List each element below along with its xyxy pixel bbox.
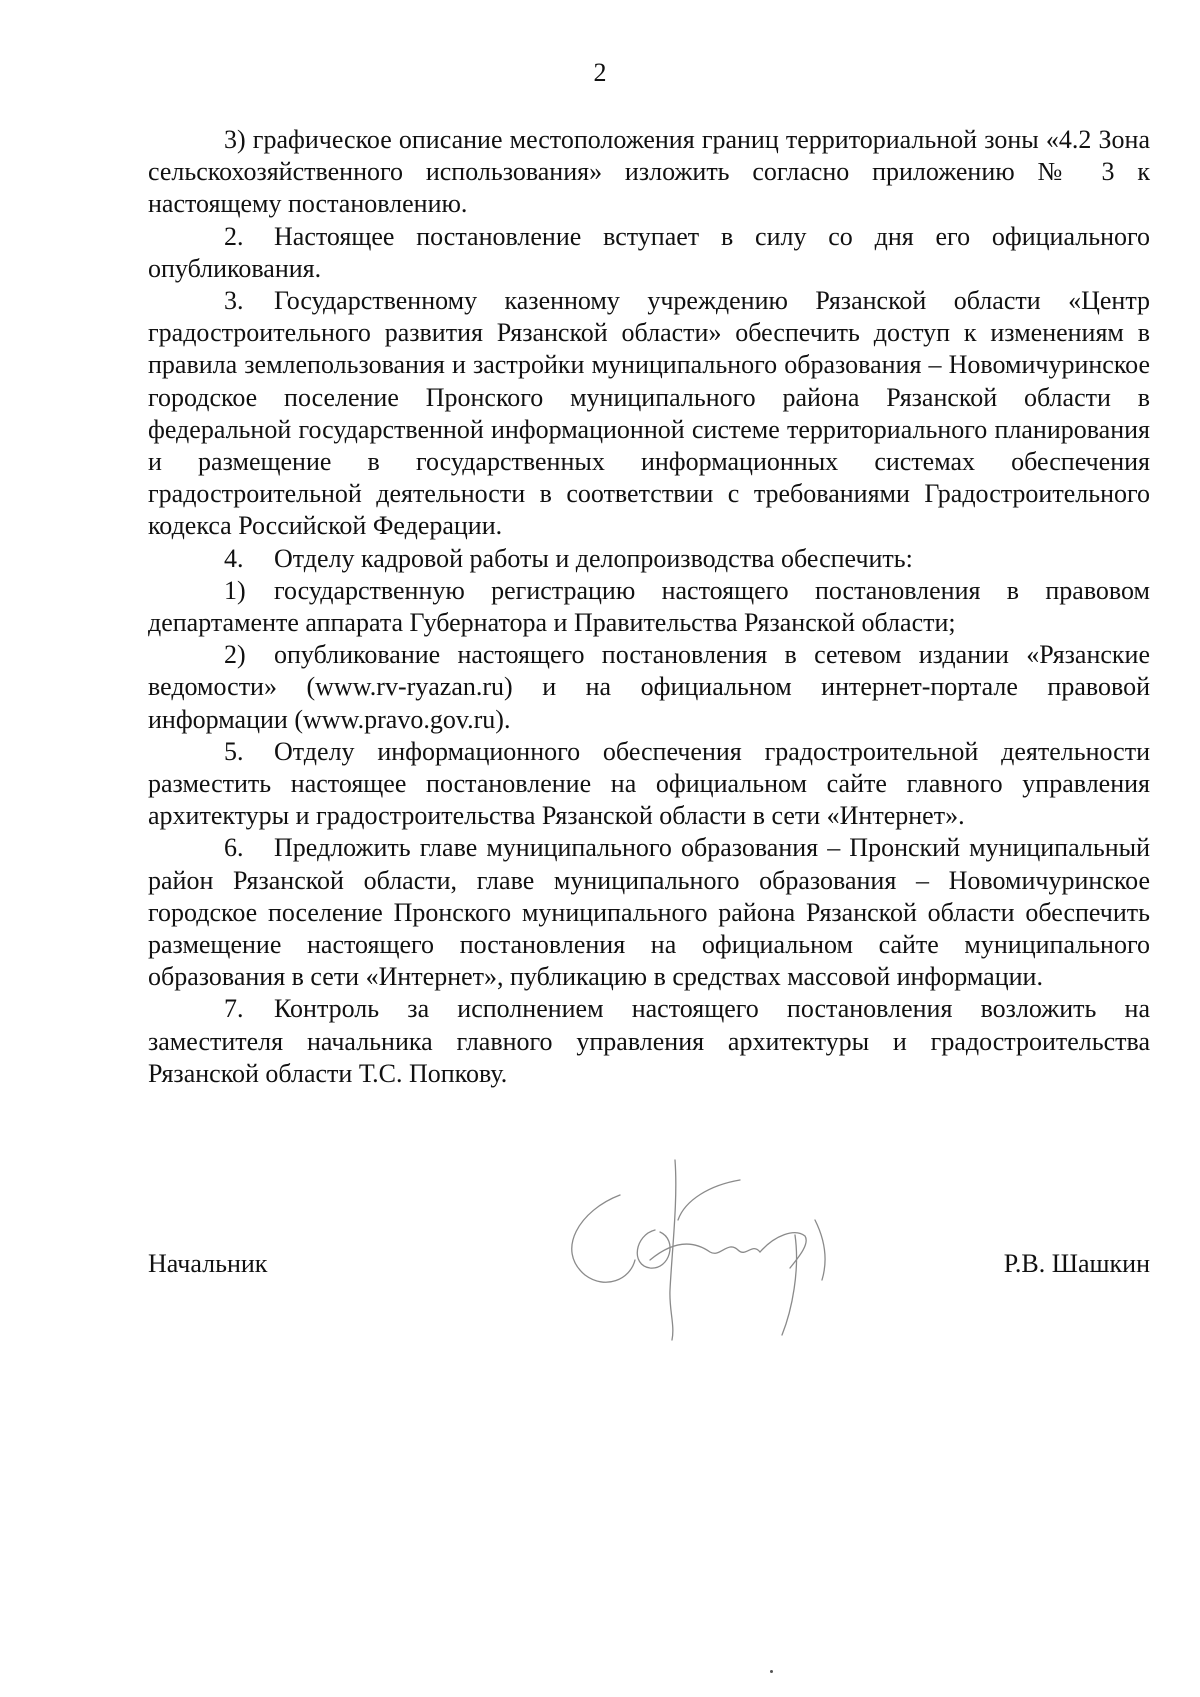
paragraph-text: Государственному казенному учреждению Рязанской области «Центр градостроительного развития Рязанской области» обеспечить доступ к изменениям в правила землепользования и застройки муниципального образования – Новомичуринское городское поселение Пронского муниципального района Рязанской области в федеральной государственной информационной системе территориального планирования и размещение в государственных информационных системах обеспечения градостроительной деятельности в соответствии с требованиями Градостроительного кодекса Российской Федерации. bbox=[148, 286, 1150, 541]
document-body bbox=[148, 124, 1150, 1090]
signature-block bbox=[148, 1248, 1150, 1288]
paragraph-7 bbox=[148, 993, 1150, 1090]
paragraph-text: Настоящее постановление вступает в силу со дня его официального опубликования. bbox=[148, 221, 1150, 283]
paragraph-number: 2) bbox=[224, 640, 246, 670]
signatory-title: Начальник bbox=[148, 1249, 268, 1278]
paragraph-4-2 bbox=[148, 639, 1150, 736]
paragraph-number: 1) bbox=[224, 575, 246, 605]
scan-speck bbox=[770, 1670, 773, 1673]
paragraph-number: 4. bbox=[224, 543, 244, 573]
paragraph-number: 3. bbox=[224, 286, 244, 316]
paragraph-number: 5. bbox=[224, 736, 244, 766]
paragraph-6 bbox=[148, 832, 1150, 993]
paragraph-5 bbox=[148, 736, 1150, 833]
paragraph-text: Отделу кадровой работы и делопроизводства обеспечить: bbox=[274, 543, 913, 573]
paragraph-4 bbox=[148, 543, 1150, 575]
paragraph-number: 7. bbox=[224, 994, 244, 1024]
paragraph-item-3-graphic-description bbox=[148, 124, 1150, 221]
paragraph-text: Отделу информационного обеспечения градостроительной деятельности разместить настоящее постановление на официальном сайте главного управления архитектуры и градостроительства Рязанской области в сети «Интернет». bbox=[148, 736, 1150, 831]
paragraph-2 bbox=[148, 221, 1150, 285]
paragraph-text: опубликование настоящего постановления в сетевом издании «Рязанские ведомости» (www.rv-ryazan.ru) и на официальном интернет-портале правовой информации (www.pravo.gov.ru). bbox=[148, 640, 1150, 734]
signatory-name: Р.В. Шашкин bbox=[1003, 1249, 1150, 1278]
handwritten-signature bbox=[560, 1140, 890, 1350]
page-number: 2 bbox=[593, 58, 607, 87]
paragraph-number: 2. bbox=[224, 221, 244, 251]
paragraph-4-1 bbox=[148, 575, 1150, 639]
paragraph-text: государственную регистрацию настоящего постановления в правовом департаменте аппарата Губернатора и Правительства Рязанской области; bbox=[148, 575, 1150, 638]
paragraph-number: 6. bbox=[224, 833, 244, 863]
paragraph-text: Контроль за исполнением настоящего постановления возложить на заместителя начальника главного управления архитектуры и градостроительства Рязанской области Т.С. Попкову. bbox=[148, 994, 1150, 1088]
paragraph-3 bbox=[148, 285, 1150, 543]
paragraph-text: 3) графическое описание местоположения границ территориальной зоны «4.2 Зона сельскохозяйственного использования» изложить согласно приложению № 3 к настоящему постановлению. bbox=[148, 125, 1150, 219]
paragraph-text: Предложить главе муниципального образования – Пронский муниципальный район Рязанской области, главе муниципального образования – Новомичуринское городское поселение Пронского муниципального района Рязанской области обеспечить размещение настоящего постановления на официальном сайте муниципального образования в сети «Интернет», публикацию в средствах массовой информации. bbox=[148, 833, 1150, 992]
